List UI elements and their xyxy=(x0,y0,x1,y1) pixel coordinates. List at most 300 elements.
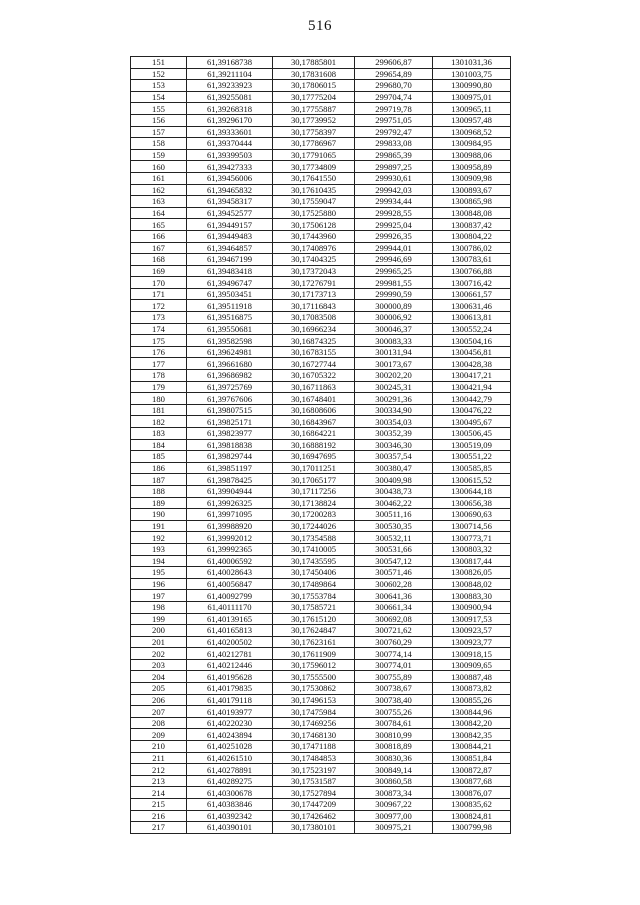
table-row xyxy=(131,462,511,474)
longitude-cell: 30,16808606 xyxy=(273,404,355,416)
latitude-cell: 61,40139165 xyxy=(187,613,273,625)
latitude-cell: 61,40179835 xyxy=(187,683,273,695)
y-coordinate-cell: 1301003,75 xyxy=(433,68,511,80)
latitude-cell: 61,39464857 xyxy=(187,242,273,254)
point-number-cell: 198 xyxy=(131,601,187,613)
latitude-cell: 61,39825171 xyxy=(187,416,273,428)
x-coordinate-cell: 300860,58 xyxy=(355,775,433,787)
table-row xyxy=(131,172,511,184)
table-row xyxy=(131,300,511,312)
table-row xyxy=(131,555,511,567)
longitude-cell: 30,17734809 xyxy=(273,161,355,173)
latitude-cell: 61,39829744 xyxy=(187,451,273,463)
x-coordinate-cell: 300738,67 xyxy=(355,683,433,695)
y-coordinate-cell: 1300661,57 xyxy=(433,288,511,300)
longitude-cell: 30,17447209 xyxy=(273,799,355,811)
latitude-cell: 61,39456006 xyxy=(187,172,273,184)
longitude-cell: 30,17531587 xyxy=(273,775,355,787)
point-number-cell: 213 xyxy=(131,775,187,787)
point-number-cell: 170 xyxy=(131,277,187,289)
table-row xyxy=(131,601,511,613)
point-number-cell: 201 xyxy=(131,636,187,648)
latitude-cell: 61,39268318 xyxy=(187,103,273,115)
x-coordinate-cell: 299990,59 xyxy=(355,288,433,300)
longitude-cell: 30,17404325 xyxy=(273,254,355,266)
longitude-cell: 30,17786967 xyxy=(273,138,355,150)
x-coordinate-cell: 300738,40 xyxy=(355,694,433,706)
longitude-cell: 30,17200283 xyxy=(273,509,355,521)
latitude-cell: 61,40056847 xyxy=(187,578,273,590)
latitude-cell: 61,40212446 xyxy=(187,659,273,671)
x-coordinate-cell: 300000,89 xyxy=(355,300,433,312)
longitude-cell: 30,16888192 xyxy=(273,439,355,451)
y-coordinate-cell: 1300958,89 xyxy=(433,161,511,173)
y-coordinate-cell: 1300476,22 xyxy=(433,404,511,416)
x-coordinate-cell: 300530,35 xyxy=(355,520,433,532)
y-coordinate-cell: 1300968,52 xyxy=(433,126,511,138)
point-number-cell: 184 xyxy=(131,439,187,451)
x-coordinate-cell: 299925,04 xyxy=(355,219,433,231)
y-coordinate-cell: 1300504,16 xyxy=(433,335,511,347)
latitude-cell: 61,40251028 xyxy=(187,741,273,753)
table-row xyxy=(131,543,511,555)
x-coordinate-cell: 299704,74 xyxy=(355,91,433,103)
y-coordinate-cell: 1300442,79 xyxy=(433,393,511,405)
longitude-cell: 30,17276791 xyxy=(273,277,355,289)
y-coordinate-cell: 1300837,42 xyxy=(433,219,511,231)
table-row xyxy=(131,532,511,544)
x-coordinate-cell: 300532,11 xyxy=(355,532,433,544)
table-row xyxy=(131,230,511,242)
y-coordinate-cell: 1300803,32 xyxy=(433,543,511,555)
point-number-cell: 193 xyxy=(131,543,187,555)
latitude-cell: 61,39851197 xyxy=(187,462,273,474)
point-number-cell: 179 xyxy=(131,381,187,393)
latitude-cell: 61,39878425 xyxy=(187,474,273,486)
x-coordinate-cell: 300760,29 xyxy=(355,636,433,648)
point-number-cell: 173 xyxy=(131,312,187,324)
point-number-cell: 200 xyxy=(131,625,187,637)
x-coordinate-cell: 300531,66 xyxy=(355,543,433,555)
point-number-cell: 187 xyxy=(131,474,187,486)
point-number-cell: 165 xyxy=(131,219,187,231)
latitude-cell: 61,39767606 xyxy=(187,393,273,405)
table-row xyxy=(131,775,511,787)
table-row xyxy=(131,625,511,637)
point-number-cell: 154 xyxy=(131,91,187,103)
point-number-cell: 215 xyxy=(131,799,187,811)
y-coordinate-cell: 1300824,81 xyxy=(433,810,511,822)
table-row xyxy=(131,103,511,115)
point-number-cell: 208 xyxy=(131,717,187,729)
point-number-cell: 157 xyxy=(131,126,187,138)
latitude-cell: 61,39582598 xyxy=(187,335,273,347)
y-coordinate-cell: 1300421,94 xyxy=(433,381,511,393)
table-row xyxy=(131,80,511,92)
y-coordinate-cell: 1300883,30 xyxy=(433,590,511,602)
latitude-cell: 61,40392342 xyxy=(187,810,273,822)
longitude-cell: 30,17173713 xyxy=(273,288,355,300)
x-coordinate-cell: 299680,70 xyxy=(355,80,433,92)
table-row xyxy=(131,358,511,370)
longitude-cell: 30,17117256 xyxy=(273,485,355,497)
y-coordinate-cell: 1300917,53 xyxy=(433,613,511,625)
x-coordinate-cell: 300721,62 xyxy=(355,625,433,637)
latitude-cell: 61,40200502 xyxy=(187,636,273,648)
longitude-cell: 30,17354588 xyxy=(273,532,355,544)
latitude-cell: 61,39686982 xyxy=(187,370,273,382)
table-row xyxy=(131,196,511,208)
y-coordinate-cell: 1300804,22 xyxy=(433,230,511,242)
x-coordinate-cell: 300245,31 xyxy=(355,381,433,393)
latitude-cell: 61,40179118 xyxy=(187,694,273,706)
x-coordinate-cell: 300380,47 xyxy=(355,462,433,474)
point-number-cell: 202 xyxy=(131,648,187,660)
longitude-cell: 30,17506128 xyxy=(273,219,355,231)
x-coordinate-cell: 300291,36 xyxy=(355,393,433,405)
table-row xyxy=(131,416,511,428)
longitude-cell: 30,16843967 xyxy=(273,416,355,428)
table-row xyxy=(131,126,511,138)
longitude-cell: 30,17011251 xyxy=(273,462,355,474)
table-row xyxy=(131,799,511,811)
longitude-cell: 30,17083508 xyxy=(273,312,355,324)
latitude-cell: 61,39449483 xyxy=(187,230,273,242)
latitude-cell: 61,39988920 xyxy=(187,520,273,532)
y-coordinate-cell: 1300848,08 xyxy=(433,207,511,219)
table-row xyxy=(131,822,511,834)
point-number-cell: 171 xyxy=(131,288,187,300)
longitude-cell: 30,17611909 xyxy=(273,648,355,660)
x-coordinate-cell: 299965,25 xyxy=(355,265,433,277)
longitude-cell: 30,17496153 xyxy=(273,694,355,706)
longitude-cell: 30,17641550 xyxy=(273,172,355,184)
longitude-cell: 30,17885801 xyxy=(273,57,355,69)
y-coordinate-cell: 1300965,11 xyxy=(433,103,511,115)
y-coordinate-cell: 1300817,44 xyxy=(433,555,511,567)
table-row xyxy=(131,265,511,277)
longitude-cell: 30,17525880 xyxy=(273,207,355,219)
latitude-cell: 61,39211104 xyxy=(187,68,273,80)
y-coordinate-cell: 1300690,63 xyxy=(433,509,511,521)
longitude-cell: 30,17559047 xyxy=(273,196,355,208)
y-coordinate-cell: 1300918,15 xyxy=(433,648,511,660)
point-number-cell: 175 xyxy=(131,335,187,347)
table-row xyxy=(131,706,511,718)
y-coordinate-cell: 1300872,87 xyxy=(433,764,511,776)
latitude-cell: 61,40195628 xyxy=(187,671,273,683)
y-coordinate-cell: 1300551,22 xyxy=(433,451,511,463)
point-number-cell: 151 xyxy=(131,57,187,69)
table-row xyxy=(131,578,511,590)
latitude-cell: 61,40165813 xyxy=(187,625,273,637)
x-coordinate-cell: 300977,00 xyxy=(355,810,433,822)
longitude-cell: 30,17791065 xyxy=(273,149,355,161)
point-number-cell: 156 xyxy=(131,114,187,126)
longitude-cell: 30,17527894 xyxy=(273,787,355,799)
y-coordinate-cell: 1300893,67 xyxy=(433,184,511,196)
longitude-cell: 30,17585721 xyxy=(273,601,355,613)
latitude-cell: 61,40212781 xyxy=(187,648,273,660)
y-coordinate-cell: 1300909,65 xyxy=(433,659,511,671)
latitude-cell: 61,39926325 xyxy=(187,497,273,509)
longitude-cell: 30,17530862 xyxy=(273,683,355,695)
latitude-cell: 61,39452577 xyxy=(187,207,273,219)
x-coordinate-cell: 299934,44 xyxy=(355,196,433,208)
longitude-cell: 30,16947695 xyxy=(273,451,355,463)
x-coordinate-cell: 300774,14 xyxy=(355,648,433,660)
x-coordinate-cell: 299897,25 xyxy=(355,161,433,173)
longitude-cell: 30,17806015 xyxy=(273,80,355,92)
coordinates-table xyxy=(130,56,511,834)
longitude-cell: 30,16864221 xyxy=(273,428,355,440)
latitude-cell: 61,39661680 xyxy=(187,358,273,370)
table-row xyxy=(131,520,511,532)
point-number-cell: 191 xyxy=(131,520,187,532)
x-coordinate-cell: 300818,89 xyxy=(355,741,433,753)
table-row xyxy=(131,242,511,254)
x-coordinate-cell: 299942,03 xyxy=(355,184,433,196)
x-coordinate-cell: 299928,55 xyxy=(355,207,433,219)
table-row xyxy=(131,323,511,335)
y-coordinate-cell: 1300957,48 xyxy=(433,114,511,126)
x-coordinate-cell: 299946,69 xyxy=(355,254,433,266)
x-coordinate-cell: 300357,54 xyxy=(355,451,433,463)
y-coordinate-cell: 1300615,52 xyxy=(433,474,511,486)
point-number-cell: 178 xyxy=(131,370,187,382)
x-coordinate-cell: 299981,55 xyxy=(355,277,433,289)
point-number-cell: 172 xyxy=(131,300,187,312)
y-coordinate-cell: 1300848,02 xyxy=(433,578,511,590)
y-coordinate-cell: 1300799,98 xyxy=(433,822,511,834)
x-coordinate-cell: 300602,28 xyxy=(355,578,433,590)
longitude-cell: 30,16711863 xyxy=(273,381,355,393)
point-number-cell: 207 xyxy=(131,706,187,718)
longitude-cell: 30,17831608 xyxy=(273,68,355,80)
latitude-cell: 61,39427333 xyxy=(187,161,273,173)
x-coordinate-cell: 300692,08 xyxy=(355,613,433,625)
point-number-cell: 197 xyxy=(131,590,187,602)
longitude-cell: 30,17739952 xyxy=(273,114,355,126)
longitude-cell: 30,17138824 xyxy=(273,497,355,509)
table-row xyxy=(131,451,511,463)
coordinates-table-body xyxy=(131,57,511,834)
table-row xyxy=(131,671,511,683)
point-number-cell: 163 xyxy=(131,196,187,208)
y-coordinate-cell: 1300873,82 xyxy=(433,683,511,695)
y-coordinate-cell: 1300519,09 xyxy=(433,439,511,451)
point-number-cell: 216 xyxy=(131,810,187,822)
point-number-cell: 183 xyxy=(131,428,187,440)
point-number-cell: 189 xyxy=(131,497,187,509)
table-row xyxy=(131,729,511,741)
table-row xyxy=(131,694,511,706)
point-number-cell: 188 xyxy=(131,485,187,497)
x-coordinate-cell: 300967,22 xyxy=(355,799,433,811)
x-coordinate-cell: 299865,39 xyxy=(355,149,433,161)
point-number-cell: 174 xyxy=(131,323,187,335)
y-coordinate-cell: 1300876,07 xyxy=(433,787,511,799)
point-number-cell: 190 xyxy=(131,509,187,521)
point-number-cell: 162 xyxy=(131,184,187,196)
point-number-cell: 205 xyxy=(131,683,187,695)
point-number-cell: 211 xyxy=(131,752,187,764)
x-coordinate-cell: 299792,47 xyxy=(355,126,433,138)
point-number-cell: 160 xyxy=(131,161,187,173)
latitude-cell: 61,39370444 xyxy=(187,138,273,150)
y-coordinate-cell: 1300714,56 xyxy=(433,520,511,532)
table-row xyxy=(131,161,511,173)
y-coordinate-cell: 1300887,48 xyxy=(433,671,511,683)
y-coordinate-cell: 1300495,67 xyxy=(433,416,511,428)
y-coordinate-cell: 1300428,38 xyxy=(433,358,511,370)
longitude-cell: 30,17408976 xyxy=(273,242,355,254)
x-coordinate-cell: 300810,99 xyxy=(355,729,433,741)
x-coordinate-cell: 300352,39 xyxy=(355,428,433,440)
latitude-cell: 61,39818838 xyxy=(187,439,273,451)
x-coordinate-cell: 299944,01 xyxy=(355,242,433,254)
table-row xyxy=(131,288,511,300)
table-row xyxy=(131,393,511,405)
longitude-cell: 30,17116843 xyxy=(273,300,355,312)
point-number-cell: 217 xyxy=(131,822,187,834)
x-coordinate-cell: 300784,61 xyxy=(355,717,433,729)
latitude-cell: 61,40278891 xyxy=(187,764,273,776)
table-row xyxy=(131,91,511,103)
latitude-cell: 61,39465832 xyxy=(187,184,273,196)
longitude-cell: 30,17553784 xyxy=(273,590,355,602)
latitude-cell: 61,40383846 xyxy=(187,799,273,811)
table-row xyxy=(131,68,511,80)
point-number-cell: 153 xyxy=(131,80,187,92)
x-coordinate-cell: 299606,87 xyxy=(355,57,433,69)
x-coordinate-cell: 300755,89 xyxy=(355,671,433,683)
table-row xyxy=(131,741,511,753)
longitude-cell: 30,16966234 xyxy=(273,323,355,335)
x-coordinate-cell: 299930,61 xyxy=(355,172,433,184)
y-coordinate-cell: 1300506,45 xyxy=(433,428,511,440)
x-coordinate-cell: 300755,26 xyxy=(355,706,433,718)
y-coordinate-cell: 1300835,62 xyxy=(433,799,511,811)
y-coordinate-cell: 1300877,68 xyxy=(433,775,511,787)
point-number-cell: 210 xyxy=(131,741,187,753)
table-row xyxy=(131,497,511,509)
y-coordinate-cell: 1300773,71 xyxy=(433,532,511,544)
longitude-cell: 30,17410005 xyxy=(273,543,355,555)
x-coordinate-cell: 300511,16 xyxy=(355,509,433,521)
point-number-cell: 212 xyxy=(131,764,187,776)
latitude-cell: 61,39483418 xyxy=(187,265,273,277)
longitude-cell: 30,17426462 xyxy=(273,810,355,822)
table-row xyxy=(131,810,511,822)
point-number-cell: 164 xyxy=(131,207,187,219)
point-number-cell: 195 xyxy=(131,567,187,579)
longitude-cell: 30,17380101 xyxy=(273,822,355,834)
latitude-cell: 61,39467199 xyxy=(187,254,273,266)
longitude-cell: 30,17065177 xyxy=(273,474,355,486)
y-coordinate-cell: 1300585,85 xyxy=(433,462,511,474)
point-number-cell: 199 xyxy=(131,613,187,625)
point-number-cell: 209 xyxy=(131,729,187,741)
latitude-cell: 61,39233923 xyxy=(187,80,273,92)
x-coordinate-cell: 300975,21 xyxy=(355,822,433,834)
longitude-cell: 30,17755887 xyxy=(273,103,355,115)
x-coordinate-cell: 300173,67 xyxy=(355,358,433,370)
latitude-cell: 61,40261510 xyxy=(187,752,273,764)
longitude-cell: 30,16874325 xyxy=(273,335,355,347)
y-coordinate-cell: 1300923,77 xyxy=(433,636,511,648)
latitude-cell: 61,39511918 xyxy=(187,300,273,312)
longitude-cell: 30,17610435 xyxy=(273,184,355,196)
y-coordinate-cell: 1300844,21 xyxy=(433,741,511,753)
latitude-cell: 61,40193977 xyxy=(187,706,273,718)
table-row xyxy=(131,381,511,393)
y-coordinate-cell: 1300786,02 xyxy=(433,242,511,254)
latitude-cell: 61,40220230 xyxy=(187,717,273,729)
point-number-cell: 176 xyxy=(131,346,187,358)
table-row xyxy=(131,370,511,382)
longitude-cell: 30,17244026 xyxy=(273,520,355,532)
point-number-cell: 192 xyxy=(131,532,187,544)
table-row xyxy=(131,509,511,521)
longitude-cell: 30,17450406 xyxy=(273,567,355,579)
longitude-cell: 30,17555500 xyxy=(273,671,355,683)
x-coordinate-cell: 300409,98 xyxy=(355,474,433,486)
longitude-cell: 30,17475984 xyxy=(273,706,355,718)
x-coordinate-cell: 300830,36 xyxy=(355,752,433,764)
x-coordinate-cell: 300462,22 xyxy=(355,497,433,509)
latitude-cell: 61,39550681 xyxy=(187,323,273,335)
table-row xyxy=(131,590,511,602)
latitude-cell: 61,40243894 xyxy=(187,729,273,741)
y-coordinate-cell: 1300844,96 xyxy=(433,706,511,718)
point-number-cell: 196 xyxy=(131,578,187,590)
latitude-cell: 61,40289275 xyxy=(187,775,273,787)
y-coordinate-cell: 1301031,36 xyxy=(433,57,511,69)
table-row xyxy=(131,683,511,695)
table-row xyxy=(131,648,511,660)
longitude-cell: 30,17489864 xyxy=(273,578,355,590)
longitude-cell: 30,17523197 xyxy=(273,764,355,776)
longitude-cell: 30,17615120 xyxy=(273,613,355,625)
latitude-cell: 61,39624981 xyxy=(187,346,273,358)
x-coordinate-cell: 299654,89 xyxy=(355,68,433,80)
table-row xyxy=(131,277,511,289)
table-row xyxy=(131,428,511,440)
x-coordinate-cell: 300046,37 xyxy=(355,323,433,335)
y-coordinate-cell: 1300975,01 xyxy=(433,91,511,103)
table-row xyxy=(131,346,511,358)
table-row xyxy=(131,335,511,347)
point-number-cell: 155 xyxy=(131,103,187,115)
table-row xyxy=(131,787,511,799)
y-coordinate-cell: 1300855,26 xyxy=(433,694,511,706)
x-coordinate-cell: 300438,73 xyxy=(355,485,433,497)
point-number-cell: 159 xyxy=(131,149,187,161)
y-coordinate-cell: 1300988,06 xyxy=(433,149,511,161)
table-row xyxy=(131,138,511,150)
point-number-cell: 204 xyxy=(131,671,187,683)
latitude-cell: 61,39992012 xyxy=(187,532,273,544)
longitude-cell: 30,17443960 xyxy=(273,230,355,242)
x-coordinate-cell: 300571,46 xyxy=(355,567,433,579)
point-number-cell: 185 xyxy=(131,451,187,463)
point-number-cell: 161 xyxy=(131,172,187,184)
point-number-cell: 194 xyxy=(131,555,187,567)
latitude-cell: 61,39503451 xyxy=(187,288,273,300)
x-coordinate-cell: 300641,36 xyxy=(355,590,433,602)
y-coordinate-cell: 1300552,24 xyxy=(433,323,511,335)
